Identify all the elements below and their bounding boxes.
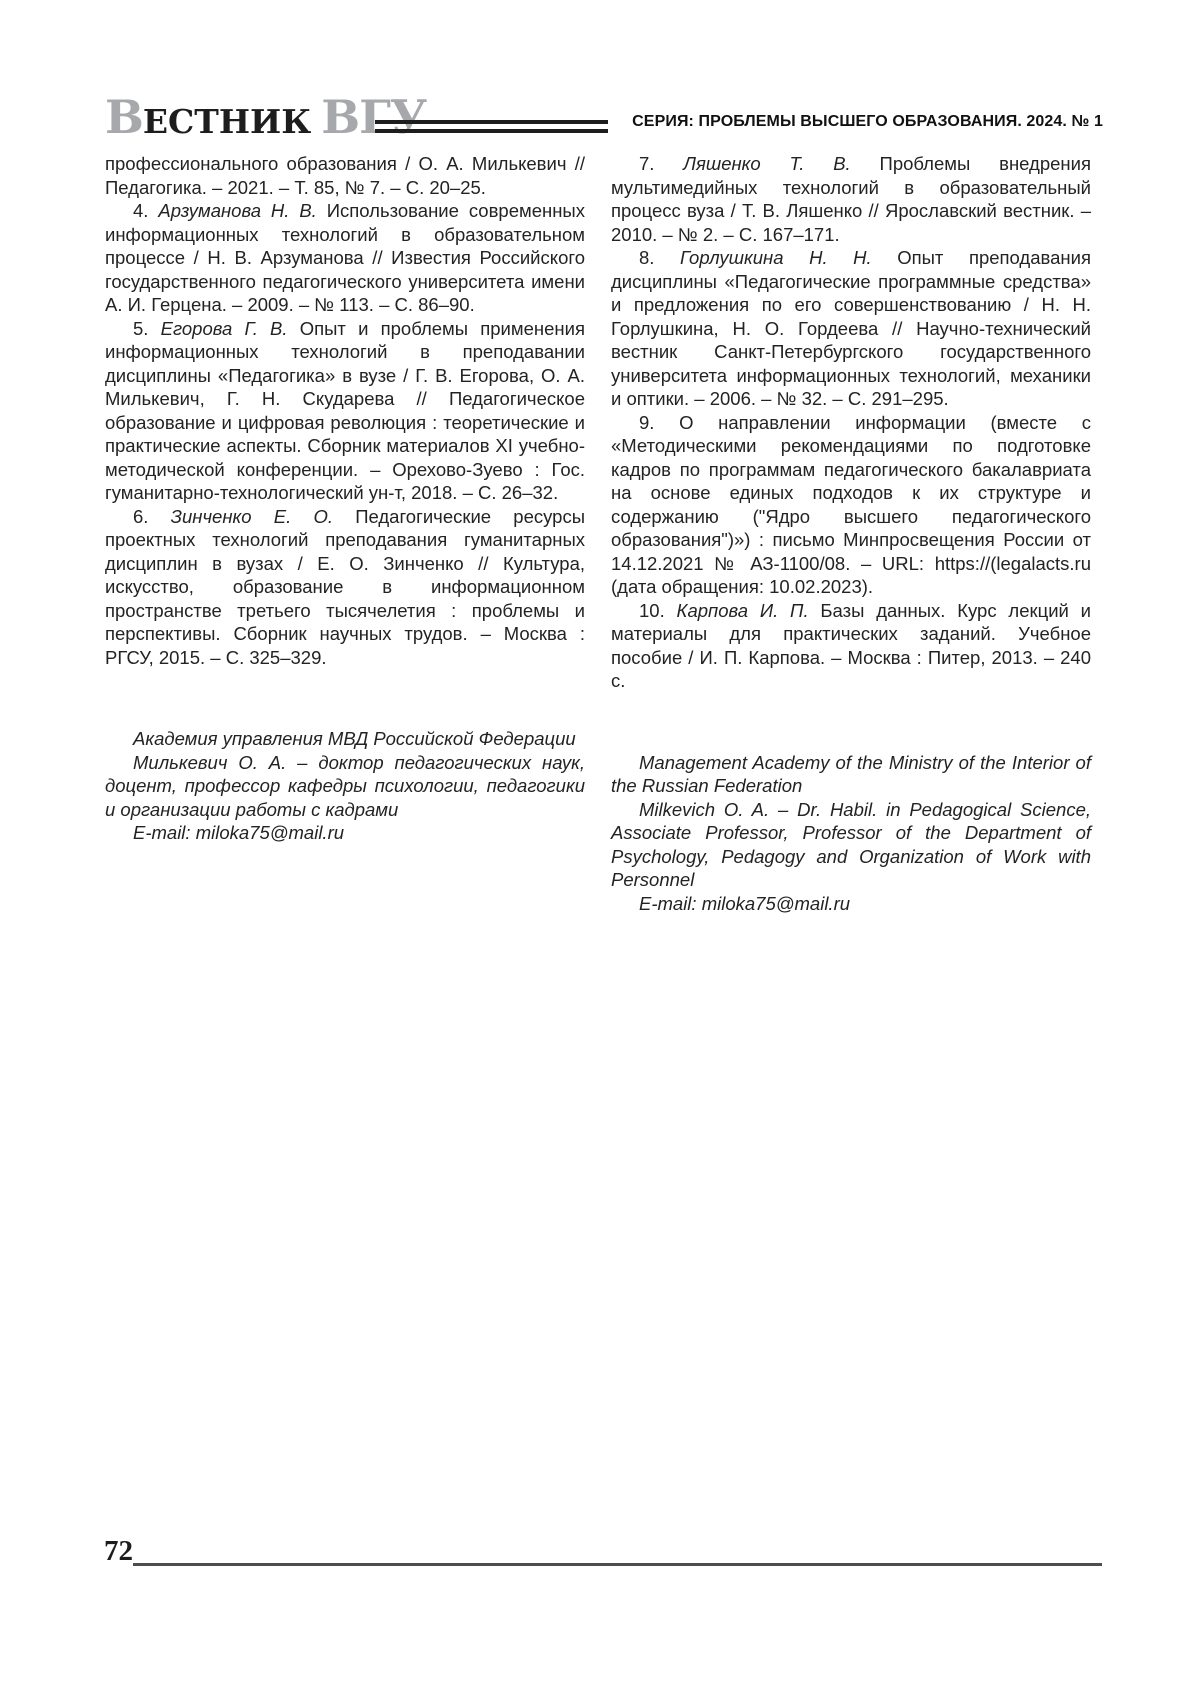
affiliation-line: Milkevich O. A. – Dr. Habil. in Pedagogical Science, Associate Professor, Professor of the Department of Psychology, Pedagogy and Organization of Work with Personnel bbox=[611, 798, 1091, 890]
header-double-rule bbox=[375, 120, 608, 133]
logo-university-abbr: ВГУ bbox=[321, 90, 427, 144]
reference-text: Опыт и проблемы применения информационных технологий в преподавании дисциплины «Педагогика» в вузе / Г. В. Егорова, О. А. Милькевич, Г. Н. Скударева // Педагогическое образование и цифровая революция : теоретические и практические аспекты. Сборник материалов XI учебно-методической конференции. – Орехово-Зуево : Гос. гуманитарно-технологический ун-т, 2018. – С. 26–32. bbox=[105, 317, 585, 503]
reference-text: Опыт преподавания дисциплины «Педагогические программные средства» и предложения по его совершенствованию / Н. Н. Горлушкина, Н. О. Гордеева // Научно-технический вестник Санкт-Петербургского государственного университета информационных технологий, механики и оптики. – 2006. – № 32. – С. 291–295. bbox=[611, 247, 1091, 409]
reference-authors: Арзуманова Н. В. bbox=[158, 200, 327, 221]
affiliation-line: E-mail: miloka75@mail.ru bbox=[639, 892, 851, 914]
reference-authors: Егорова Г. В. bbox=[160, 317, 300, 339]
reference-number: 10. bbox=[639, 599, 677, 621]
reference-text: О направлении информации (вместе с «Методическими рекомендациями по подготовке кадров по программам педагогического бакалавриата на основе единых подходов к их структуре и содержанию ("Ядро высшего педагогического образования")») : письмо Минпросвещения России от 14.12.2021 № АЗ-1100/08. – URL: https://(legalacts.ru (дата обращения: 10.02.2023). bbox=[611, 411, 1091, 597]
reference-item bbox=[611, 599, 1091, 693]
reference-item bbox=[105, 505, 585, 670]
left-column bbox=[105, 152, 585, 915]
reference-item bbox=[611, 411, 1091, 599]
reference-item bbox=[105, 317, 585, 505]
reference-number: 9. bbox=[639, 411, 680, 433]
reference-number: 5. bbox=[133, 317, 161, 339]
reference-number: 7. bbox=[639, 153, 684, 174]
reference-continuation: профессионального образования / О. А. Милькевич // Педагогика. – 2021. – Т. 85, № 7. – С. 20–25. bbox=[105, 153, 585, 198]
reference-authors: Зинченко Е. О. bbox=[170, 505, 356, 527]
page-header bbox=[105, 90, 1103, 144]
affiliation-ru bbox=[105, 727, 585, 845]
affiliation-en bbox=[611, 751, 1091, 916]
logo-word-rest: ЕСТНИК bbox=[142, 102, 312, 141]
reference-text: Использование современных информационных технологий в образовательном процессе / Н. В. Арзуманова // Известия Российского государственного педагогического университета имени А. И. Герцена. – 2009. – № 113. – С. 86–90. bbox=[105, 200, 585, 315]
reference-text: Педагогические ресурсы проектных технологий преподавания гуманитарных дисциплин в вузах / Е. О. Зинченко // Культура, искусство, образование в информационном пространстве третьего тысячелетия : проблемы и перспективы. Сборник научных трудов. – Москва : РГСУ, 2015. – С. 325–329. bbox=[105, 505, 585, 668]
series-title: СЕРИЯ: ПРОБЛЕМЫ ВЫСШЕГО ОБРАЗОВАНИЯ. 2024. № 1 bbox=[632, 113, 1103, 130]
right-column bbox=[611, 152, 1091, 915]
reference-item bbox=[611, 246, 1091, 411]
page-number: 72 bbox=[104, 1535, 133, 1567]
reference-authors: Горлушкина Н. Н. bbox=[680, 247, 898, 268]
footer-rule bbox=[133, 1563, 1102, 1566]
affiliation-line: Милькевич О. А. – доктор педагогических наук, доцент, профессор кафедры психологии, педагогики и организации работы с кадрами bbox=[105, 751, 585, 820]
reference-number: 4. bbox=[133, 200, 159, 221]
reference-text: Проблемы внедрения мультимедийных технологий в образовательный процесс вуза / Т. В. Ляшенко // Ярославский вестник. – 2010. – № 2. – С. 167–171. bbox=[611, 153, 1091, 245]
two-column-references bbox=[105, 152, 1091, 915]
journal-logo bbox=[105, 90, 427, 144]
reference-number: 8. bbox=[639, 247, 680, 268]
affiliation-line: E-mail: miloka75@mail.ru bbox=[133, 822, 345, 843]
reference-number: 6. bbox=[133, 505, 171, 527]
reference-text: Базы данных. Курс лекций и материалы для практических заданий. Учебное пособие / И. П. Карпова. – Москва : Питер, 2013. – 240 с. bbox=[611, 599, 1092, 691]
reference-item bbox=[105, 199, 585, 317]
reference-authors: Карпова И. П. bbox=[676, 599, 821, 621]
affiliation-line: Management Academy of the Ministry of the Interior of the Russian Federation bbox=[611, 751, 1091, 796]
reference-item bbox=[611, 152, 1091, 246]
reference-authors: Ляшенко Т. В. bbox=[683, 153, 880, 174]
logo-initial-letter: В bbox=[105, 90, 143, 144]
affiliation-line: Академия управления МВД Российской Федерации bbox=[133, 728, 576, 749]
